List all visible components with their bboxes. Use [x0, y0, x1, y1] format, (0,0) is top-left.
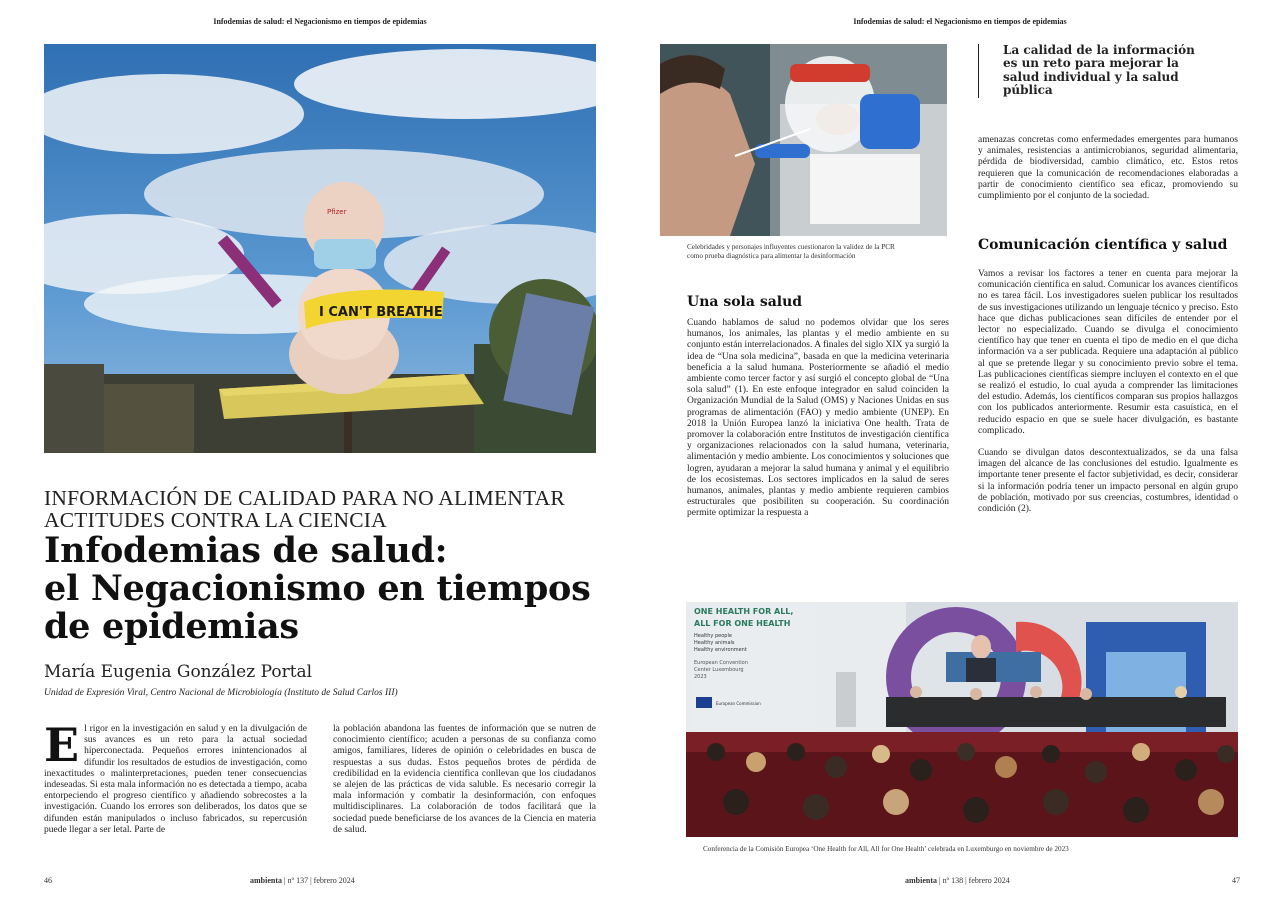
page-title — [44, 532, 614, 646]
section-heading-una-sola-salud: Una sola salud — [687, 294, 803, 310]
intro-column-2: la población abandona las fuentes de información que se nutren de conocimiento científico; acuden a personas de su confianza como amigos, familiares, líderes de opinión o celebridades en busca de respuestas a sus dudas. Estos pequeños brotes de pérdida de credibilidad en la evidencia científica conllevan que los ciudadanos se alejen de las prácticas de vida saluble. Es necesario corregir la mala información y combatir la desinformación, con enfoques multidisciplinares. La colaboración de todos facilitará que la sociedad puede beneficiarse de los avances de la Ciencia en materia de salud. — [333, 724, 596, 835]
sign-text: I CAN'T BREATHE — [319, 305, 443, 320]
banner-sub-2: Healthy animals — [694, 640, 735, 646]
running-head-left: Infodemias de salud: el Negacionismo en tiempos de epidemias — [213, 17, 427, 26]
pcr-caption: Celebridades y personajes influyentes cuestionaron la validez de la PCR como prueba diagnóstica para alimentar la desinformación — [687, 243, 895, 260]
magazine-name-right: ambienta — [905, 876, 937, 885]
intro-column-1 — [44, 718, 307, 836]
page-number-left: 46 — [44, 876, 52, 885]
venue-3: 2023 — [694, 674, 707, 680]
author-affiliation: Unidad de Expresión Viral, Centro Nacional de Microbiología (Instituto de Salud Carlos III) — [44, 688, 398, 698]
right-page — [640, 0, 1280, 902]
sola-salud-continuation: amenazas concretas como enfermedades emergentes para humanos y animales, resistencias a antimicrobianos, seguridad alimentaria, pérdida de biodiversidad, cambio climático, etc. Estos retos requieren que la comunicación de recomendaciones elaboradas a partir de conocimiento científico sea eficaz, promoviendo su cumplimiento por el conjunto de la sociedad. — [978, 135, 1238, 202]
venue-2: Center Luxembourg — [694, 667, 744, 673]
banner-sub-1: Healthy people — [694, 633, 732, 639]
banner-line-2: ALL FOR ONE HEALTH — [694, 619, 791, 628]
pull-quote: La calidad de la información es un reto para mejorar la salud individual y la salud pública — [978, 44, 1208, 98]
dropcap: E — [44, 718, 80, 772]
title-line-2: el Negacionismo en tiempos — [44, 568, 591, 609]
venue-1: European Convention — [694, 660, 748, 666]
pcr-test-photo — [660, 44, 947, 236]
kicker: INFORMACIÓN DE CALIDAD PARA NO ALIMENTAR ACTITUDES CONTRA LA CIENCIA — [44, 486, 565, 532]
banner-sub-3: Healthy environment — [694, 647, 747, 653]
section-heading-comunicacion: Comunicación científica y salud — [978, 237, 1228, 253]
comunicacion-p1: Vamos a revisar los factores a tener en cuenta para mejorar la comunicación científica en salud. Comunicar los avances científicos no es tarea fácil. Los investigadores suelen publicar los resultados de sus investigaciones utilizando un lenguaje técnico y preciso. Esto hace que dichas publicaciones sean difíciles de entender por el lector no especializado. Cuando se divulga el conocimiento científico hay que tener en cuenta el tipo de medio en el que dicha información va a ser publicada. Requiere una adaptación al público al que se pretende llegar y su conocimiento previo sobre el tema. Las publicaciones científicas siempre incluyen el contexto en el que se realizó el estudio, lo cual ayuda a comprender las limitaciones del estudio. Además, los científicos comparan sus propios hallazgos con los publicados anteriormente. Resumir esta casuística, en el reducido espacio en que se suele hacer divulgación, es bastante complicado. — [978, 269, 1238, 436]
folio-right — [905, 876, 1010, 885]
una-sola-salud-text: Cuando hablamos de salud no podemos olvidar que los seres humanos, los animales, las plantas y el medio ambiente en su conjunto están interrelacionados. A finales del siglo XIX ya surgió la idea de “Una sola medicina”, basada en que la medicina veterinaria beneficia a la salud humana. Posteriormente se añadió el medio ambiente como tercer factor y así surgió el concepto global de “Una sola salud” (1). En este enfoque integrador en salud coinciden la Organización Mundial de la Salud (OMS) y Naciones Unidas en sus programas de alimentación (FAO) y medio ambiente (UNEP). En 2018 la Unión Europea lanzó la iniciativa One health. Trata de promover la colaboración entre Institutos de investigación científica y organizaciones relacionados con la salud humana, veterinaria, alimentación y medio ambiente. Los conocimientos y soluciones que logren, ayudaran a mejorar la salud humana y animal y el equilibrio de los ecosistemas. Los sectores implicados en la salud de seres humanos, animales, plantas y medio ambiente requieren cambios estructurales que posibiliten su cooperación. Su coordinación permite optimizar la respuesta a — [687, 318, 949, 519]
title-line-1: Infodemias de salud: — [44, 530, 448, 571]
issue-left: | nº 137 | febrero 2024 — [282, 876, 355, 885]
conference-caption: Conferencia de la Comisión Europea ‘One Health for All, All for One Health’ celebrada en Luxemburgo en noviembre de 2023 — [703, 845, 1069, 853]
protest-doll-photo — [44, 44, 596, 453]
folio-left — [250, 876, 355, 885]
comunicacion-p2: Cuando se divulgan datos descontextualizados, se da una falsa imagen del alcance de las conclusiones del estudio. Igualmente es importante tener presente el factor subjetividad, es decir, considerar si la información podría tener un impacto personal en algún grupo de población, motivado por sus creencias, costumbres, identidad o condición (2). — [978, 448, 1238, 515]
issue-right: | nº 138 | febrero 2024 — [937, 876, 1010, 885]
magazine-name-left: ambienta — [250, 876, 282, 885]
eu-label: European Commission — [716, 701, 761, 706]
intro-text-1: l rigor en la investigación en salud y en la divulgación de sus avances es un reto para la actual sociedad hiperconectada. Pequeños errores inintencionados al difundir los resultados de estudios de investigación, como inexactitudes o malinterpretaciones, pueden tener consecuencias indeseadas. Si esta mala información no es detectada a tiempo, acaba entorpeciendo el progreso científico y añadiendo sobrecostes a la investigación. Cuando los errores son deliberados, los datos que se difunden están manipulados o incluso fabricados, su repercusión puede llegar a ser letal. Parte de — [44, 724, 307, 835]
conference-photo — [686, 602, 1238, 837]
banner-line-1: ONE HEALTH FOR ALL, — [694, 607, 794, 616]
running-head-right: Infodemias de salud: el Negacionismo en tiempos de epidemias — [853, 17, 1067, 26]
forehead-text: Pfizer — [327, 208, 347, 216]
comunicacion-text — [978, 269, 1238, 515]
author-name: María Eugenia González Portal — [44, 662, 313, 682]
page-number-right: 47 — [1232, 876, 1240, 885]
title-line-3: de epidemias — [44, 606, 299, 647]
